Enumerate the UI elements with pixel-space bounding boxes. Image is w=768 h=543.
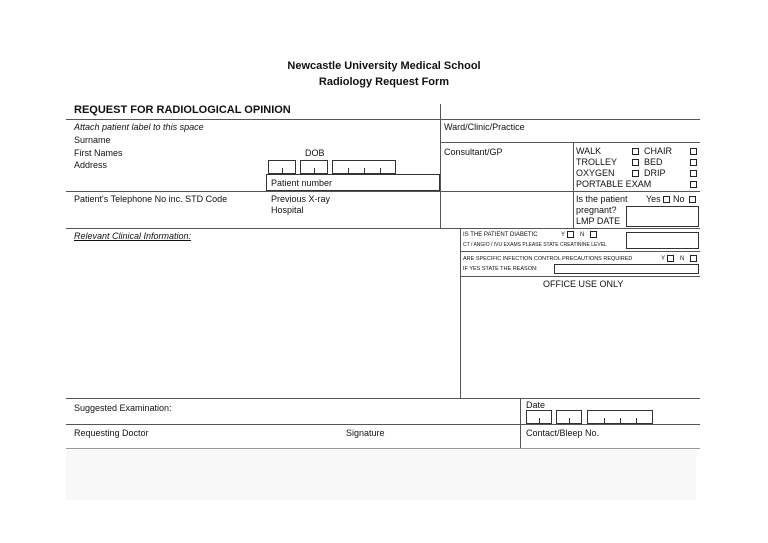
rule-bottom bbox=[66, 448, 700, 449]
form-subtitle: Radiology Request Form bbox=[318, 76, 450, 88]
pregnant-question: Is the patient bbox=[576, 194, 628, 204]
pregnant-no-checkbox[interactable] bbox=[689, 196, 696, 203]
surname-label: Surname bbox=[74, 135, 111, 145]
pregnant-yes-checkbox[interactable] bbox=[663, 196, 670, 203]
creatinine-field[interactable] bbox=[626, 232, 699, 249]
consultant-label: Consultant/GP bbox=[444, 147, 503, 157]
oxygen-label: OXYGEN bbox=[576, 168, 615, 178]
creatinine-note: CT / ANGIO / IVU EXAMS PLEASE STATE CREATININE LEVEL bbox=[463, 242, 607, 248]
dob-month-field[interactable] bbox=[300, 160, 328, 174]
address-label: Address bbox=[74, 160, 108, 170]
patient-number-label: Patient number bbox=[271, 178, 333, 188]
chair-label: CHAIR bbox=[644, 146, 673, 156]
reason-field[interactable] bbox=[554, 264, 699, 274]
divider-date bbox=[520, 398, 521, 448]
date-year-field[interactable] bbox=[587, 410, 653, 424]
ward-label: Ward/Clinic/Practice bbox=[444, 122, 525, 132]
rule-requesting bbox=[66, 424, 700, 425]
rule-suggested bbox=[66, 398, 700, 399]
infection-yes-checkbox[interactable] bbox=[667, 255, 674, 262]
contact-label: Contact/Bleep No. bbox=[526, 428, 600, 438]
rule-clinical bbox=[66, 228, 700, 229]
portable-label: PORTABLE EXAM bbox=[576, 179, 652, 189]
lmp-date-label: LMP DATE bbox=[576, 216, 621, 226]
rule-mid bbox=[66, 191, 700, 192]
rule-infection bbox=[460, 276, 700, 277]
rule-ward bbox=[440, 142, 700, 143]
trolley-checkbox[interactable] bbox=[632, 159, 639, 166]
if-yes-label: IF YES STATE THE REASON: bbox=[463, 266, 538, 272]
attach-label-text: Attach patient label to this space bbox=[74, 122, 204, 132]
pregnant-question-2: pregnant? bbox=[576, 205, 617, 215]
diabetic-question: IS THE PATIENT DIABETIC bbox=[463, 232, 538, 238]
diabetic-n-label: N bbox=[580, 232, 585, 238]
diabetic-yes-checkbox[interactable] bbox=[567, 231, 574, 238]
requesting-doctor-label: Requesting Doctor bbox=[74, 428, 149, 438]
form-heading: REQUEST FOR RADIOLOGICAL OPINION bbox=[74, 104, 291, 116]
date-day-field[interactable] bbox=[526, 410, 552, 424]
infection-question: ARE SPECIFIC INFECTION CONTROL PRECAUTIONS REQUIRED bbox=[463, 256, 633, 262]
suggested-exam-label: Suggested Examination: bbox=[74, 403, 172, 413]
walk-label: WALK bbox=[576, 146, 602, 156]
bed-label: BED bbox=[644, 157, 663, 167]
infection-y-label: Y bbox=[661, 256, 666, 262]
diabetic-no-checkbox[interactable] bbox=[590, 231, 597, 238]
scan-shadow bbox=[66, 450, 696, 500]
office-use-label: OFFICE USE ONLY bbox=[543, 279, 624, 289]
dob-day-field[interactable] bbox=[268, 160, 296, 174]
diabetic-y-label: Y bbox=[561, 232, 566, 238]
hospital-label: Hospital bbox=[271, 205, 304, 215]
drip-checkbox[interactable] bbox=[690, 170, 697, 177]
date-label: Date bbox=[526, 400, 546, 410]
dob-label: DOB bbox=[305, 148, 325, 158]
form-title: Newcastle University Medical School bbox=[287, 60, 481, 72]
pregnant-yes-label: Yes bbox=[646, 194, 661, 204]
previous-xray-label: Previous X-ray bbox=[271, 194, 331, 204]
clinical-info-label: Relevant Clinical Information: bbox=[74, 231, 192, 241]
telephone-label: Patient's Telephone No inc. STD Code bbox=[74, 194, 228, 204]
divider-mobility bbox=[573, 142, 574, 228]
divider-clinical bbox=[460, 228, 461, 398]
lmp-date-field[interactable] bbox=[626, 206, 699, 227]
oxygen-checkbox[interactable] bbox=[632, 170, 639, 177]
drip-label: DRIP bbox=[644, 168, 666, 178]
divider-ward bbox=[440, 104, 441, 228]
pregnant-no-label: No bbox=[673, 194, 685, 204]
signature-label: Signature bbox=[346, 428, 385, 438]
chair-checkbox[interactable] bbox=[690, 148, 697, 155]
trolley-label: TROLLEY bbox=[576, 157, 618, 167]
portable-checkbox[interactable] bbox=[690, 181, 697, 188]
walk-checkbox[interactable] bbox=[632, 148, 639, 155]
infection-no-checkbox[interactable] bbox=[690, 255, 697, 262]
first-names-label: First Names bbox=[74, 148, 123, 158]
rule-diabetic bbox=[460, 251, 700, 252]
rule-top bbox=[66, 119, 700, 120]
dob-year-field[interactable] bbox=[332, 160, 396, 174]
bed-checkbox[interactable] bbox=[690, 159, 697, 166]
date-month-field[interactable] bbox=[556, 410, 582, 424]
infection-n-label: N bbox=[680, 256, 685, 262]
